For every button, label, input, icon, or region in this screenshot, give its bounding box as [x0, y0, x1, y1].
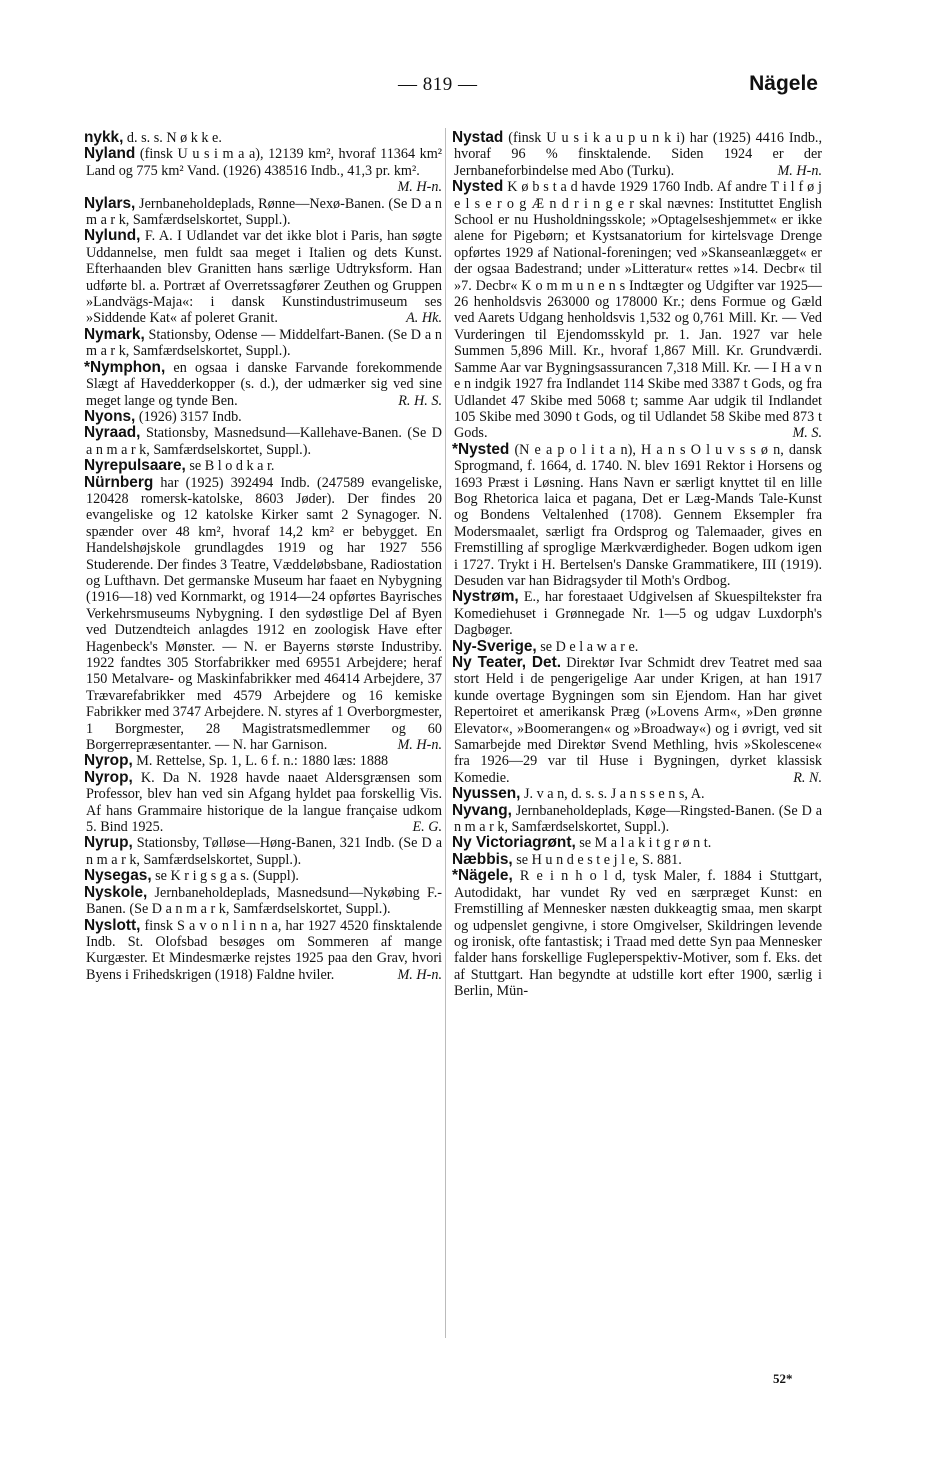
entry-headword: Nyraad,: [84, 424, 141, 442]
dictionary-entry: [454, 852, 822, 868]
dictionary-entry: [86, 770, 442, 836]
dictionary-entry: [86, 130, 442, 146]
entry-headword: Nysted: [452, 178, 504, 196]
entry-text: (N e a p o l i t a n), H a n s O l u v s s ø n, dansk Sprogmand, f. 1664, d. 1740. N. blev 1691 Rektor i Horsens og 1693 Præst i Løsning. Hans Navn er særligt knyttet til en lille Bog Rhetorica laica et pagana, Det er Læg-Mands Tale-Kunst og Bondens Veltalenhed (1708). Gennem Eksempler fra Modersmaalet, særligt fra Ordsprog og Talemaader, gives en Fremstilling af sproglige Mærkværdigheder. Bogen udkom igen i 1727. Trykt i H. Bertelsen's Danske Grammatikere, III (1919). Desuden var han Bidragsyder til Moth's Ordbog.: [454, 441, 823, 589]
entry-headword: Ny Victoriagrønt,: [452, 834, 576, 852]
entry-headword: Ny-Sverige,: [452, 637, 537, 655]
running-head: Nägele: [749, 72, 818, 95]
author-signature: R. N.: [793, 769, 822, 786]
entry-headword: nykk,: [84, 129, 124, 146]
column-divider: [445, 128, 446, 1338]
dictionary-entry: [86, 327, 442, 360]
dictionary-entry: [86, 918, 442, 984]
dictionary-entry: [86, 835, 442, 868]
entry-headword: Nymark,: [84, 325, 145, 343]
author-signature: M. H-n.: [777, 162, 822, 179]
entry-headword: Nystrøm,: [452, 588, 519, 606]
entry-text: R e i n h o l d, tysk Maler, f. 1884 i Stuttgart, Autodidakt, har vundet Ry ved en særpræget Kunst: en Fremstilling af Mennesker næsten dukkeagtig smaa, men skarpt og udpenslet gengivne, i store Omgivelser, Skildringen levende og ironisk, ofte fantastisk; i Traad med dette Syn paa Mennesker falder hans forskellige Fugleperspektiv-Motiver, som f. Eks. det af Stuttgart. Han begyndte at udstille kort efter 1900, særlig i Berlin, Mün-: [454, 868, 822, 1000]
page-header: [0, 72, 936, 102]
author-signature: M. H-n.: [397, 966, 442, 983]
dictionary-entry: [454, 589, 822, 638]
entry-text: (finsk U u s i m a a), 12139 km², hvoraf 11364 km² Land og 775 km² Vand. (1926) 438516 Indb., 41,3 pr. km².: [86, 146, 443, 179]
dictionary-entry: [86, 885, 442, 918]
entry-text: (1926) 3157 Indb.: [138, 408, 242, 425]
entry-text: M. Rettelse, Sp. 1, L. 6 f. n.: 1880 læs: 1888: [136, 753, 389, 770]
entry-text: J. v a n, d. s. s. J a n s s e n s, A.: [523, 786, 705, 803]
entry-headword: Nyrepulsaare,: [84, 457, 186, 475]
dictionary-entry: [86, 475, 442, 754]
entry-text: K. Da N. 1928 havde naaet Aldersgrænsen som Professor, blev han ved sin Afgang hyldet paa forskellig Vis. Af hans Grammaire historique de la langue française udkom 5. Bind 1925.: [86, 769, 442, 836]
entry-text: se M a l a k i t g r ø n t.: [579, 835, 712, 852]
dictionary-entry: [454, 868, 822, 999]
dictionary-entry: [86, 146, 442, 195]
dictionary-entry: [86, 868, 442, 884]
dictionary-entry: [454, 442, 822, 590]
entry-headword: Nystad: [452, 129, 504, 146]
dictionary-entry: [454, 639, 822, 655]
dictionary-entry: [86, 228, 442, 326]
page-number: — 819 —: [398, 74, 478, 95]
dictionary-entry: [454, 803, 822, 836]
dictionary-entry: [86, 425, 442, 458]
entry-headword: Nürnberg: [84, 473, 154, 491]
entry-text: Stationsby, Tølløse—Høng-Banen, 321 Indb. (Se D a n m a r k, Samfærdselskortet, Suppl.).: [86, 835, 442, 868]
author-signature: M. S.: [792, 425, 822, 442]
entry-headword: Nylars,: [84, 194, 136, 212]
entry-text: E., har forestaaet Udgivelsen af Skuespiltekster fra Komediehuset i Grønnegade Nr. 1—5 og udgav Luxdorph's Dagbøger.: [454, 589, 822, 639]
entry-headword: Nyrop,: [84, 752, 133, 770]
entry-headword: Ny Teater, Det.: [452, 654, 562, 671]
entry-headword: Nylund,: [84, 227, 141, 245]
signature-mark: 52*: [773, 1371, 793, 1386]
author-signature: A. Hk.: [406, 310, 442, 327]
entry-text: se H u n d e s t e j l e, S. 881.: [516, 851, 682, 868]
entry-text: (finsk U u s i k a u p u n k i) har (1925) 4416 Indb., hvoraf 96 % finsktalende. Siden 1924 er der Jernbaneforbindelse med Abo (Turku).: [454, 130, 823, 179]
entry-text: Jernbaneholdeplads, Rønne—Nexø-Banen. (Se D a n m a r k, Samfærdselskortet, Suppl.).: [86, 195, 442, 229]
entry-headword: Nyland: [84, 145, 136, 163]
entry-text: se K r i g s g a s. (Suppl).: [155, 868, 299, 885]
entry-text: K ø b s t a d havde 1929 1760 Indb. Af andre T i l f ø j e l s e r o g Æ n d r i n g e r skal nævnes: Instituttet English School er nu Husholdningsskole; »Optagelseshjemmet« er ikke alene for Pigebørn; et Kystsanatorium for kirtelsvage Drenge opførtes 1929 af National-foreningen; ved »Skanseanlægget« er der ogsaa Badestrand; under »Litteratur« rettes »14. Decbr« til »7. Decbr« K o m m u n e n s Indtægter og Udgifter var 1925—26 henholdsvis 263000 og 178000 Kr.; dens Formue og Gæld ved Aarets Udgang henholdsvis 1,532 og 0,761 Mill. Kr. — Ved Vurderingen til Ejendomsskyld pr. 1. Jan. 1927 var hele Summen 5,896 Mill. Kr., hvoraf 1,867 Mill. Kr. Grundværdi. Samme Aar var Bygningsassurancen 7,318 Mill. Kr. — I H a v n e n indgik 1927 fra Indlandet 114 Skibe med 3387 t Gods, og fra Udlandet 47 Skibe med 5068 t; samme Aar udgik til Indlandet 105 Skibe med 3090 t Gods, og til Udlandet 58 Skibe med 873 t Gods.: [454, 179, 822, 442]
entry-headword: Næbbis,: [452, 850, 513, 868]
entry-headword: Nyvang,: [452, 801, 512, 819]
dictionary-entry: [86, 458, 442, 474]
dictionary-entry: [86, 196, 442, 229]
dictionary-entry: [454, 179, 822, 442]
dictionary-entry: [454, 130, 822, 179]
dictionary-entry: [86, 753, 442, 769]
left-column: [86, 130, 442, 983]
dictionary-entry: [86, 409, 442, 425]
entry-text: finsk S a v o n l i n n a, har 1927 4520 finsktalende Indb. St. Olofsbad besøges om Sommeren af mange Kurgæster. Et Mindesmærke rejstes 1925 paa den Grav, hvori Byens i Frihedskrigen (1918) Faldne hviler.: [86, 917, 442, 983]
entry-text: F. A. I Udlandet var det ikke blot i Paris, han søgte Uddannelse, men fuldt saa meget i Italien og dets Kunst. Efterhaanden blev Granitten hans særlige Udtryksform. Han udførte bl. a. Portræt af Overretssagfører Zeuthen og Gruppen »Landvägs-Maja«: i dansk Kunstindustrimuseum ses »Siddende Kat« af poleret Granit.: [86, 228, 443, 327]
entry-headword: Nyskole,: [84, 883, 148, 901]
entry-text: Direktør Ivar Schmidt drev Teatret med saa stort Held i de pengerigelige Aar under Krigen, at han 1917 kunde overtage Bygningen som sin Ejendom. Han har givet Repertoiret et amerikansk Præg (»Lovens Arm«, »Den grønne Elevator«, »Boomerangen« og »Broadway«) og i øvrigt, ved sit Samarbejde med Direktør Svend Methling, hvis »Skolescene« fra 1926—29 var til Huse i Bygningen, dyrket klassisk Komedie.: [454, 655, 823, 786]
dictionary-entry: [454, 655, 822, 786]
entry-headword: *Nysted: [452, 440, 510, 458]
entry-headword: *Nymphon,: [84, 358, 166, 376]
author-signature: M. H-n.: [397, 179, 442, 196]
author-signature: R. H. S.: [398, 392, 442, 409]
author-signature: E. G.: [412, 819, 442, 836]
dictionary-entry: [454, 835, 822, 851]
entry-text: en ogsaa i danske Farvande forekommende Slægt af Havedderkopper (s. d.), der udmærker sig ved sine meget lange og tynde Ben.: [86, 359, 443, 409]
entry-text: Jernbaneholdeplads, Køge—Ringsted-Banen. (Se D a n m a r k, Samfærdselskortet, Suppl.).: [454, 802, 822, 836]
entry-headword: Nysegas,: [84, 867, 152, 885]
right-column: [454, 130, 822, 1000]
dictionary-entry: [86, 360, 442, 409]
entry-headword: Nyrup,: [84, 834, 133, 852]
entry-text: Stationsby, Odense — Middelfart-Banen. (Se D a n m a r k, Samfærdselskortet, Suppl.).: [86, 326, 442, 360]
dictionary-entry: [454, 786, 822, 802]
entry-headword: *Nägele,: [452, 867, 513, 885]
entry-text: Stationsby, Masnedsund—Kallehave-Banen. (Se D a n m a r k, Samfærdselskortet, Suppl.).: [86, 425, 443, 458]
entry-headword: Nyussen,: [452, 785, 521, 803]
entry-text: d. s. s. N ø k k e.: [126, 130, 222, 146]
entry-text: har (1925) 392494 Indb. (247589 evangeliske, 120428 romersk-katolske, 8603 Jøder). Der findes 20 evangeliske og 12 katolske Kirker samt 2 Synagoger. N. spænder over 48 km², hvoraf 14,2 km² er bebygget. En Handelshøjskole grundlagdes 1919 og har 1927 556 Studerende. Der findes 3 Teatre, Væddeløbsbane, Radiostation og Lufthavn. Det germanske Museum har faaet en Nybygning (1916—18) ved Kornmarkt, og 1914—24 opførtes Bayrisches Verkehrsmuseums Nybygning. I den sydøstlige Del af Byen ved Dutzendteich anlagdes 1912 en zoologisk Have efter Hagenbeck's Mønster. — N. er Bayerns største Industriby. 1922 fandtes 305 Storfabrikker med 69551 Arbejdere; heraf 150 Metalvare- og Maskinfabrikker med 46414 Arbejdere, 37 Trævarefabrikker med 4579 Arbejdere og 16 kemiske Fabrikker med 3747 Arbejdere. N. styres af 1 Overborgmester, 1 Borgmester, 28 Magistratsmedlemmer og 60 Borgerrepræsentanter. — N. har Garnison.: [86, 474, 443, 754]
entry-text: Jernbaneholdeplads, Masnedsund—Nykøbing F.- Banen. (Se D a n m a r k, Samfærdselskortet, Suppl.).: [86, 884, 442, 918]
author-signature: M. H-n.: [397, 737, 442, 754]
entry-headword: Nyons,: [84, 407, 136, 425]
entry-text: se D e l a w a r e.: [540, 638, 639, 655]
entry-headword: Nyslott,: [84, 916, 141, 934]
entry-headword: Nyrop,: [84, 768, 133, 786]
entry-text: se B l o d k a r.: [189, 458, 275, 475]
